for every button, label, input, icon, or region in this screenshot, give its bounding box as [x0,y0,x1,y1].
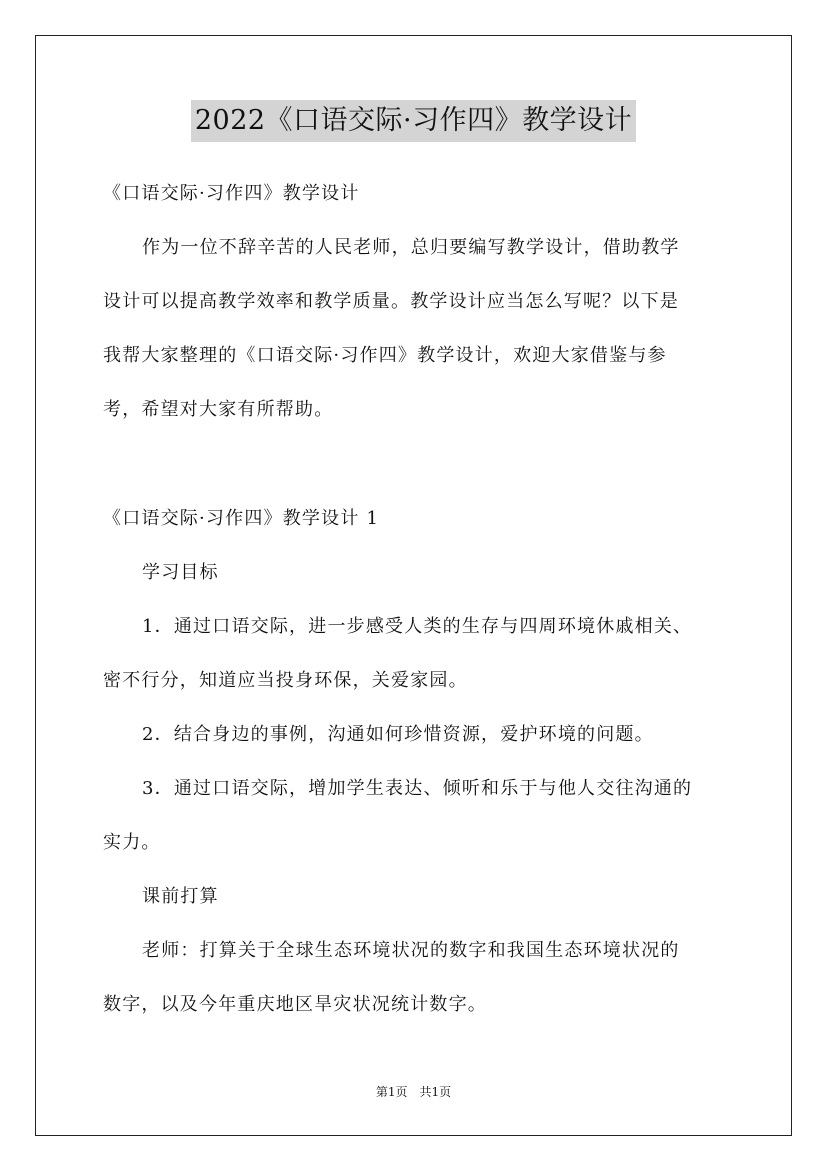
document-title: 2022《口语交际·习作四》教学设计 [191,100,636,142]
section-heading-design-1: 《口语交际·习作四》教学设计 1 [103,508,380,529]
paragraph-line: 1．通过口语交际，进一步感受人类的生存与四周环境休戚相关、 [142,616,693,637]
subheading-learning-goals: 学习目标 [142,562,219,583]
paragraph-line: 作为一位不辞辛苦的人民老师，总归要编写教学设计，借助教学 [142,237,680,258]
paragraph-line: 我帮大家整理的《口语交际·习作四》教学设计，欢迎大家借鉴与参 [103,345,667,366]
title-container [0,100,827,142]
paragraph-line: 老师：打算关于全球生态环境状况的数字和我国生态环境状况的 [142,940,680,961]
paragraph-line: 设计可以提高教学效率和教学质量。教学设计应当怎么写呢？以下是 [103,291,679,312]
page-number-footer: 第1页 共1页 [375,1085,452,1099]
paragraph-line: 密不行分，知道应当投身环保，关爱家园。 [103,670,468,691]
paragraph-line: 实力。 [103,832,161,853]
subheading-preparation: 课前打算 [142,886,219,907]
section-heading-intro: 《口语交际·习作四》教学设计 [103,183,360,204]
paragraph-line: 数字，以及今年重庆地区旱灾状况统计数字。 [103,994,487,1015]
paragraph-line: 2．结合身边的事例，沟通如何珍惜资源，爱护环境的问题。 [142,724,654,745]
paragraph-line: 考，希望对大家有所帮助。 [103,399,334,420]
paragraph-line: 3．通过口语交际，增加学生表达、倾听和乐于与他人交往沟通的 [142,778,693,799]
